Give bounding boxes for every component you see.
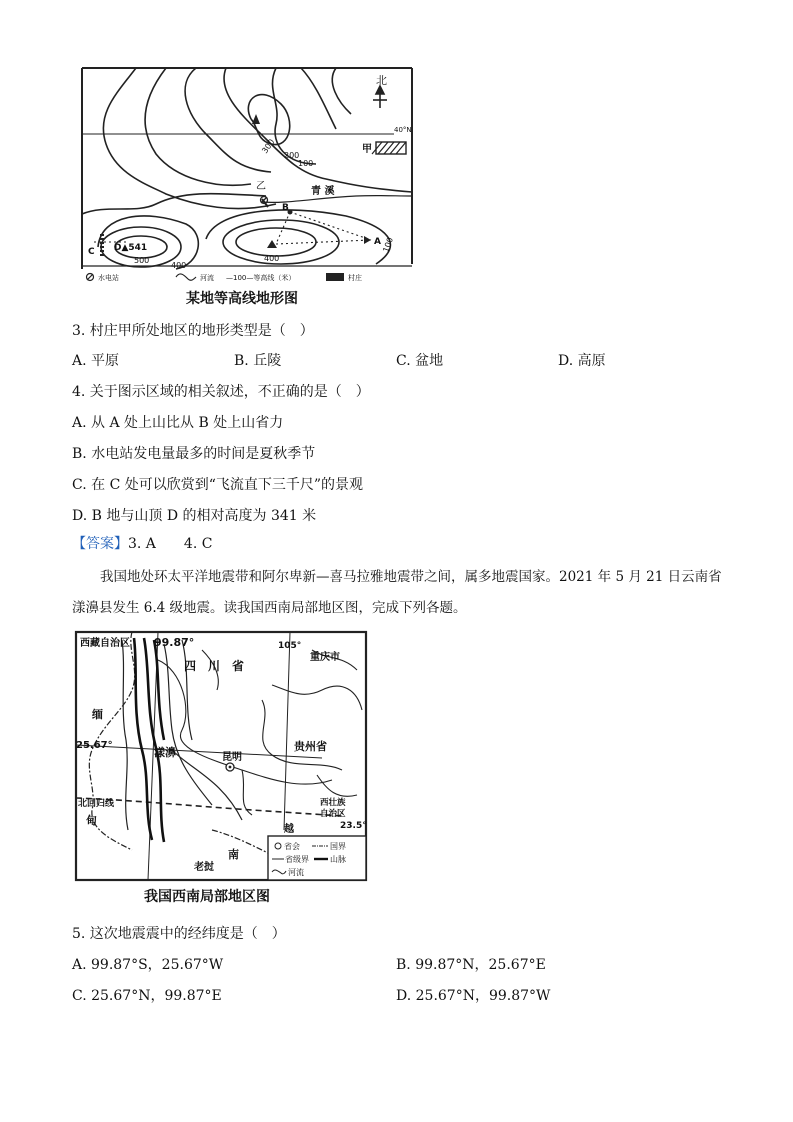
north-label: 北 — [376, 74, 387, 87]
q5-option-c: C. 25.67°N，99.87°E — [72, 988, 222, 1004]
q4-option-d: D. B 地与山顶 D 的相对高度为 341 米 — [72, 508, 317, 524]
kunming-capital-icon — [226, 763, 234, 771]
answer-tag: 【答案】 — [72, 536, 128, 552]
q5-option-a: A. 99.87°S，25.67°W — [72, 957, 224, 973]
legend-border: 国界 — [330, 842, 346, 851]
guangxi-label-1: 西壮族 — [320, 798, 346, 808]
q4-option-b: B. 水电站发电量最多的时间是夏秋季节 — [72, 446, 316, 462]
north-arrow-icon — [373, 86, 387, 108]
southwest-china-map — [72, 630, 372, 886]
contour-label: 400 — [264, 254, 280, 263]
guangxi-label-2: 自治区 — [320, 809, 346, 819]
contour-label: 400 — [171, 261, 187, 270]
vietnam-label-1: 越 — [284, 824, 294, 835]
map2-legend — [268, 836, 366, 880]
lon-label-9987: 99.87° — [154, 636, 195, 649]
passage-line-1: 我国地处环太平洋地震带和阿尔卑新—喜马拉雅地震带之间，属多地震国家。2021 年 5 月 21 日云南省 — [100, 569, 722, 585]
tropic-label: 北回归线 — [78, 799, 115, 809]
passage — [72, 562, 732, 624]
laos-label: 老挝 — [194, 862, 214, 873]
q5-option-d: D. 25.67°N，99.87°W — [396, 988, 551, 1004]
village-label: 甲 — [362, 144, 372, 155]
point-b-label: B — [282, 203, 289, 213]
legend-capital: 省会 — [284, 842, 300, 851]
answer-text: 3. A 4. C — [128, 536, 213, 552]
vietnam-label-2: 南 — [228, 848, 239, 861]
q3-option-b: B. 丘陵 — [234, 353, 282, 369]
guizhou-label: 贵州省 — [294, 740, 327, 753]
peak-d-label: D▲541 — [114, 243, 148, 253]
lat-label-2567: 25.67° — [76, 740, 113, 751]
contour-label: 200 — [284, 151, 300, 160]
q3-option-d: D. 高原 — [558, 353, 606, 369]
contour-map — [76, 64, 421, 292]
peak-triangle-central — [267, 240, 277, 248]
q3-option-c: C. 盆地 — [396, 353, 444, 369]
tibet-label: 西藏自治区 — [80, 638, 130, 649]
peak-triangle-north — [252, 114, 260, 124]
figure2-caption: 我国西南局部地区图 — [144, 889, 270, 905]
kunming-label: 昆明 — [222, 752, 242, 763]
question-4: 4. 关于图示区域的相关叙述，不正确的是（ ） — [72, 384, 370, 400]
q3-option-a: A. 平原 — [72, 353, 120, 369]
village-hatch-icon — [372, 142, 406, 154]
sichuan-label: 四 川 省 — [184, 659, 245, 673]
lon-label-105: 105° — [278, 641, 302, 651]
yangbi-label: 漾濞 — [154, 746, 176, 759]
q4-option-a: A. 从 A 处上山比从 B 处上山省力 — [72, 415, 284, 431]
chongqing-label: 重庆市 — [310, 652, 340, 663]
passage-line-2: 漾濞县发生 6.4 级地震。读我国西南局部地区图，完成下列各题。 — [72, 600, 467, 616]
latitude-label: 40°N — [394, 126, 412, 134]
legend-hydro: 水电站 — [98, 274, 119, 282]
contour-label: 300 — [260, 137, 277, 156]
legend-province: 省级界 — [285, 855, 309, 864]
question-3: 3. 村庄甲所处地区的地形类型是（ ） — [72, 323, 314, 339]
southwest-china-map-figure — [72, 630, 372, 886]
question-5: 5. 这次地震震中的经纬度是（ ） — [72, 926, 286, 942]
figure1-caption: 某地等高线地形图 — [186, 291, 298, 307]
answer-line — [72, 533, 212, 553]
lat-label-235: 23.5° — [340, 821, 367, 831]
river-name-label: 青 溪 — [311, 186, 335, 197]
legend-mountain: 山脉 — [330, 855, 346, 864]
point-c-label: C — [88, 247, 95, 257]
contour-label: 500 — [134, 256, 150, 265]
legend-village: 村庄 — [348, 274, 362, 282]
myanmar-label-1: 缅 — [92, 708, 103, 721]
map-legend — [87, 273, 363, 282]
legend-river: 河流 — [288, 868, 304, 877]
contour-map-figure — [76, 64, 421, 292]
q5-option-b: B. 99.87°N，25.67°E — [396, 957, 546, 973]
legend-contour: —100—等高线（米） — [226, 274, 296, 282]
point-a-label: A — [374, 237, 381, 247]
contour-label: 100 — [381, 236, 395, 254]
q4-option-c: C. 在 C 处可以欣赏到“飞流直下三千尺”的景观 — [72, 477, 364, 493]
contour-label: 100 — [298, 159, 314, 168]
legend-river: 河流 — [200, 274, 214, 282]
point-yi-label: 乙 — [256, 181, 266, 192]
myanmar-label-2: 甸 — [86, 814, 97, 827]
